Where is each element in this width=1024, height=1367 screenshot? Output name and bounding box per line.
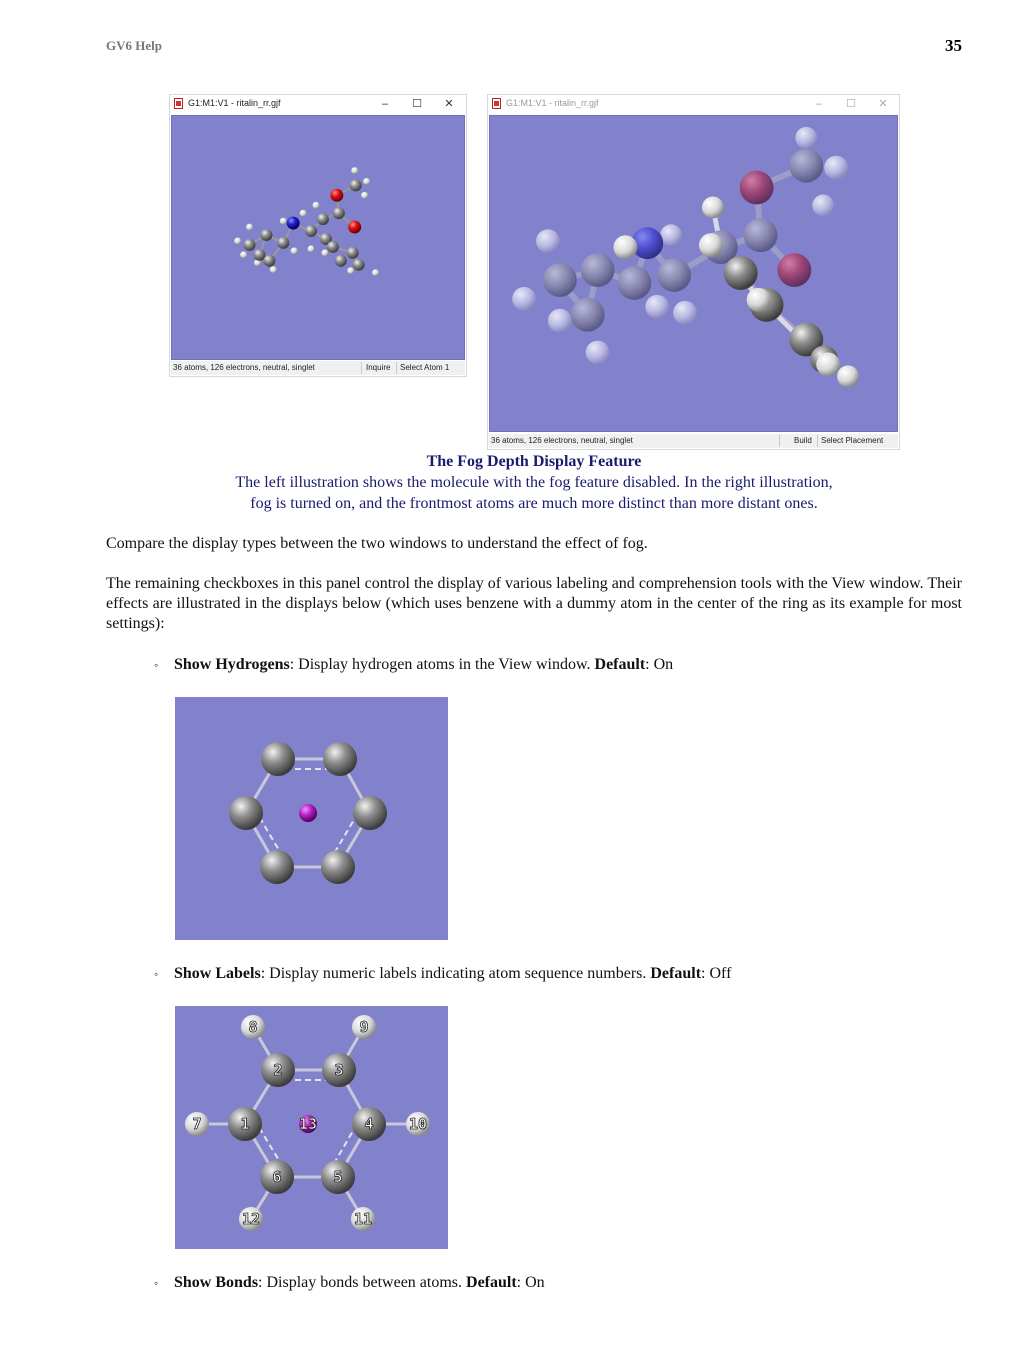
figure-caption xyxy=(106,451,962,514)
atom-label-6: 6 xyxy=(272,1168,282,1186)
molecule-viewport[interactable] xyxy=(489,115,898,432)
description: : Display numeric labels indicating atom sequence numbers. xyxy=(260,965,651,982)
window-titlebar[interactable] xyxy=(170,95,466,113)
benzene-hydrogens-image xyxy=(175,697,448,940)
gaussview-doc-icon xyxy=(174,98,183,109)
benzene-labels-image xyxy=(175,1006,448,1249)
default-label: Default xyxy=(594,656,646,673)
maximize-button[interactable]: ☐ xyxy=(846,98,856,110)
close-button[interactable]: ✕ xyxy=(878,98,888,110)
atom-label-9: 9 xyxy=(359,1018,369,1036)
window-titlebar[interactable] xyxy=(488,95,899,113)
benzene-molecule xyxy=(175,697,448,940)
atom-label-11: 11 xyxy=(353,1210,373,1228)
bullet-show-labels xyxy=(154,964,954,984)
running-header: GV6 Help xyxy=(106,38,162,53)
default-value: : On xyxy=(645,656,674,673)
atom-label-7: 7 xyxy=(192,1115,202,1133)
bullet-show-hydrogens xyxy=(154,655,954,675)
atom-label-1b: 1 xyxy=(240,1115,250,1133)
caption-line-1: The left illustration shows the molecule with the fog feature disabled. In the right illustration, xyxy=(235,474,833,491)
window-statusbar xyxy=(489,434,898,448)
page-number: 35 xyxy=(945,36,962,55)
default-value: : On xyxy=(516,1274,545,1291)
term: Show Bonds xyxy=(174,1274,259,1291)
benzene-molecule-labeled xyxy=(175,1006,448,1249)
atom-label-10: 10 xyxy=(408,1115,428,1133)
window-statusbar xyxy=(171,361,465,375)
ritalin-molecule-fog-on xyxy=(490,116,897,431)
atom-label-4: 4 xyxy=(364,1115,374,1133)
default-label: Default xyxy=(466,1274,517,1291)
bullet-marker: ◦ xyxy=(154,658,159,672)
minimize-button[interactable]: – xyxy=(815,98,823,110)
molecule-viewport[interactable] xyxy=(171,115,465,360)
status-action: Select Placement xyxy=(821,436,884,445)
bullet-marker: ◦ xyxy=(154,1276,159,1290)
view-window-fog-on[interactable] xyxy=(487,94,900,450)
atom-label-5: 5 xyxy=(333,1168,343,1186)
description: : Display bonds between atoms. xyxy=(258,1274,467,1291)
bullet-marker: ◦ xyxy=(154,967,159,981)
caption-line-2: fog is turned on, and the frontmost atoms are much more distinct than more distant ones. xyxy=(250,495,818,512)
default-label: Default xyxy=(650,965,702,982)
default-value: : Off xyxy=(701,965,732,982)
term: Show Hydrogens xyxy=(174,656,290,673)
maximize-button[interactable]: ☐ xyxy=(412,98,422,110)
window-title: G1:M1:V1 - ritalin_rr.gjf xyxy=(188,98,281,108)
atom-label-13: 13 xyxy=(298,1115,318,1133)
view-window-fog-off[interactable] xyxy=(169,94,467,377)
status-mode: Build xyxy=(794,436,812,445)
minimize-button[interactable]: – xyxy=(381,98,389,110)
term: Show Labels xyxy=(174,965,261,982)
bullet-show-bonds xyxy=(154,1273,954,1293)
window-title: G1:M1:V1 - ritalin_rr.gjf xyxy=(506,98,599,108)
description: : Display hydrogen atoms in the View window. xyxy=(289,656,595,673)
paragraph-remaining: The remaining checkboxes in this panel control the display of various labeling and comprehension tools with the View window. Their effects are illustrated in the displays below (which uses benzene with a dummy atom in the center of the ring as its example for most settings): xyxy=(106,575,962,632)
status-mode: Inquire xyxy=(366,363,391,372)
atom-label-1: 2 xyxy=(273,1061,283,1079)
status-action: Select Atom 1 xyxy=(400,363,450,372)
atom-label-8: 8 xyxy=(248,1018,258,1036)
paragraph-compare: Compare the display types between the two windows to understand the effect of fog. xyxy=(106,535,648,552)
atom-label-12: 12 xyxy=(241,1210,261,1228)
atom-label-3: 3 xyxy=(334,1061,344,1079)
status-molecule-info: 36 atoms, 126 electrons, neutral, singlet xyxy=(173,363,315,372)
gaussview-doc-icon xyxy=(492,98,501,109)
caption-title: The Fog Depth Display Feature xyxy=(426,453,642,470)
ritalin-molecule-fog-off xyxy=(172,116,464,359)
status-molecule-info: 36 atoms, 126 electrons, neutral, singlet xyxy=(491,436,633,445)
close-button[interactable]: ✕ xyxy=(444,98,454,110)
